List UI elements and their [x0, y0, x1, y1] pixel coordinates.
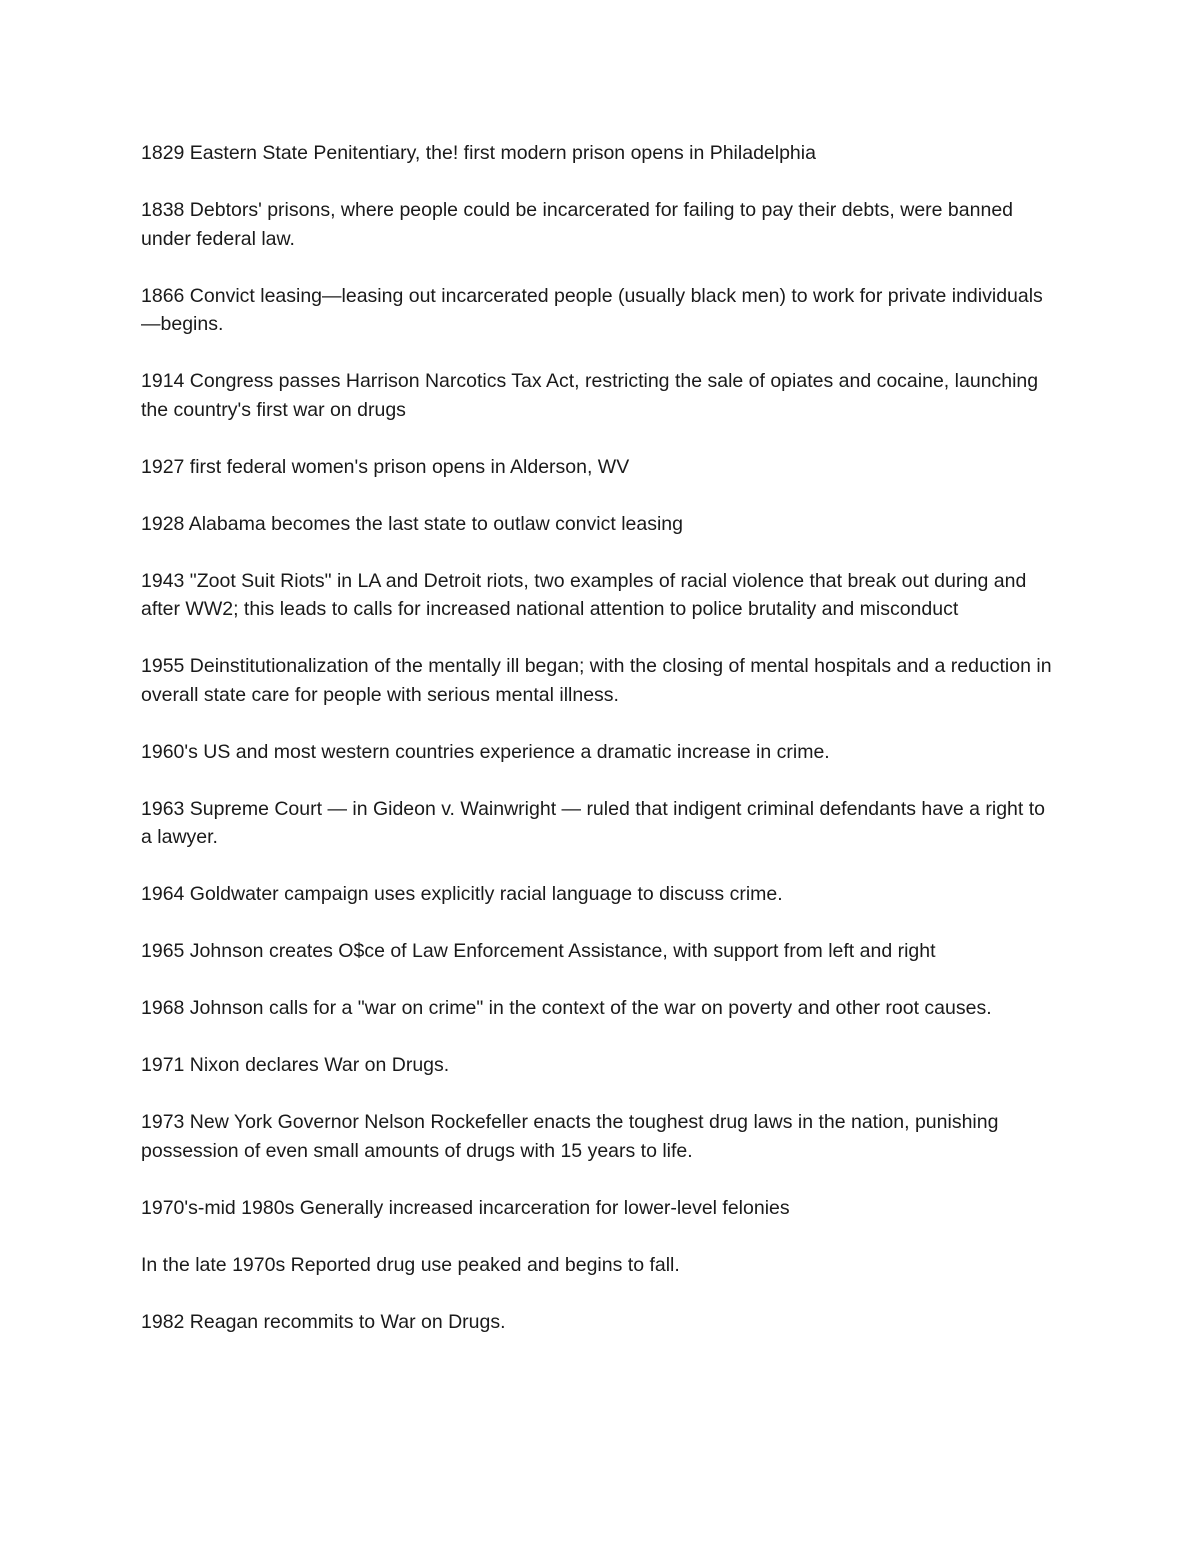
- timeline-entry-late-1970s: In the late 1970s Reported drug use peaked and begins to fall.: [141, 1253, 680, 1276]
- timeline-entry-1943: 1943 "Zoot Suit Riots" in LA and Detroit riots, two examples of racial violence that break out during and after WW2; this leads to calls for increased national attention to police brutality and misconduct: [141, 569, 1027, 620]
- timeline-entry-1968: 1968 Johnson calls for a "war on crime" in the context of the war on poverty and other root causes.: [141, 997, 992, 1019]
- timeline-entry-1970s-1980s: 1970's-mid 1980s Generally increased incarceration for lower-level felonies: [141, 1196, 790, 1219]
- timeline-entry-1960s: 1960's US and most western countries experience a dramatic increase in crime.: [141, 740, 830, 763]
- timeline-entry-1964: 1964 Goldwater campaign uses explicitly racial language to discuss crime.: [141, 883, 783, 905]
- timeline-text: [141, 139, 1061, 1365]
- timeline-entry-1838: 1838 Debtors' prisons, where people could be incarcerated for failing to pay their debts, were banned under federal law.: [141, 199, 1014, 250]
- timeline-entry-1965: 1965 Johnson creates O$ce of Law Enforcement Assistance, with support from left and right: [141, 940, 936, 962]
- timeline-entry-1928: 1928 Alabama becomes the last state to outlaw convict leasing: [141, 512, 683, 535]
- timeline-entry-1866: 1866 Convict leasing—leasing out incarcerated people (usually black men) to work for private individuals—begins.: [141, 284, 1043, 335]
- timeline-entry-1982: 1982 Reagan recommits to War on Drugs.: [141, 1310, 506, 1333]
- timeline-entry-1914: 1914 Congress passes Harrison Narcotics Tax Act, restricting the sale of opiates and cocaine, launching the country's first war on drugs: [141, 370, 1039, 421]
- timeline-entry-1927: 1927 first federal women's prison opens in Alderson, WV: [141, 455, 630, 478]
- timeline-entry-1829: 1829 Eastern State Penitentiary, the! first modern prison opens in Philadelphia: [141, 142, 816, 164]
- timeline-entry-1955: 1955 Deinstitutionalization of the mentally ill began; with the closing of mental hospitals and a reduction in overall state care for people with serious mental illness.: [141, 655, 1052, 706]
- timeline-entry-1971: 1971 Nixon declares War on Drugs.: [141, 1054, 450, 1076]
- timeline-entry-1963: 1963 Supreme Court — in Gideon v. Wainwright — ruled that indigent criminal defendants have a right to a lawyer.: [141, 797, 1045, 848]
- timeline-entry-1973: 1973 New York Governor Nelson Rockefeller enacts the toughest drug laws in the nation, punishing possession of even small amounts of drugs with 15 years to life.: [141, 1111, 999, 1162]
